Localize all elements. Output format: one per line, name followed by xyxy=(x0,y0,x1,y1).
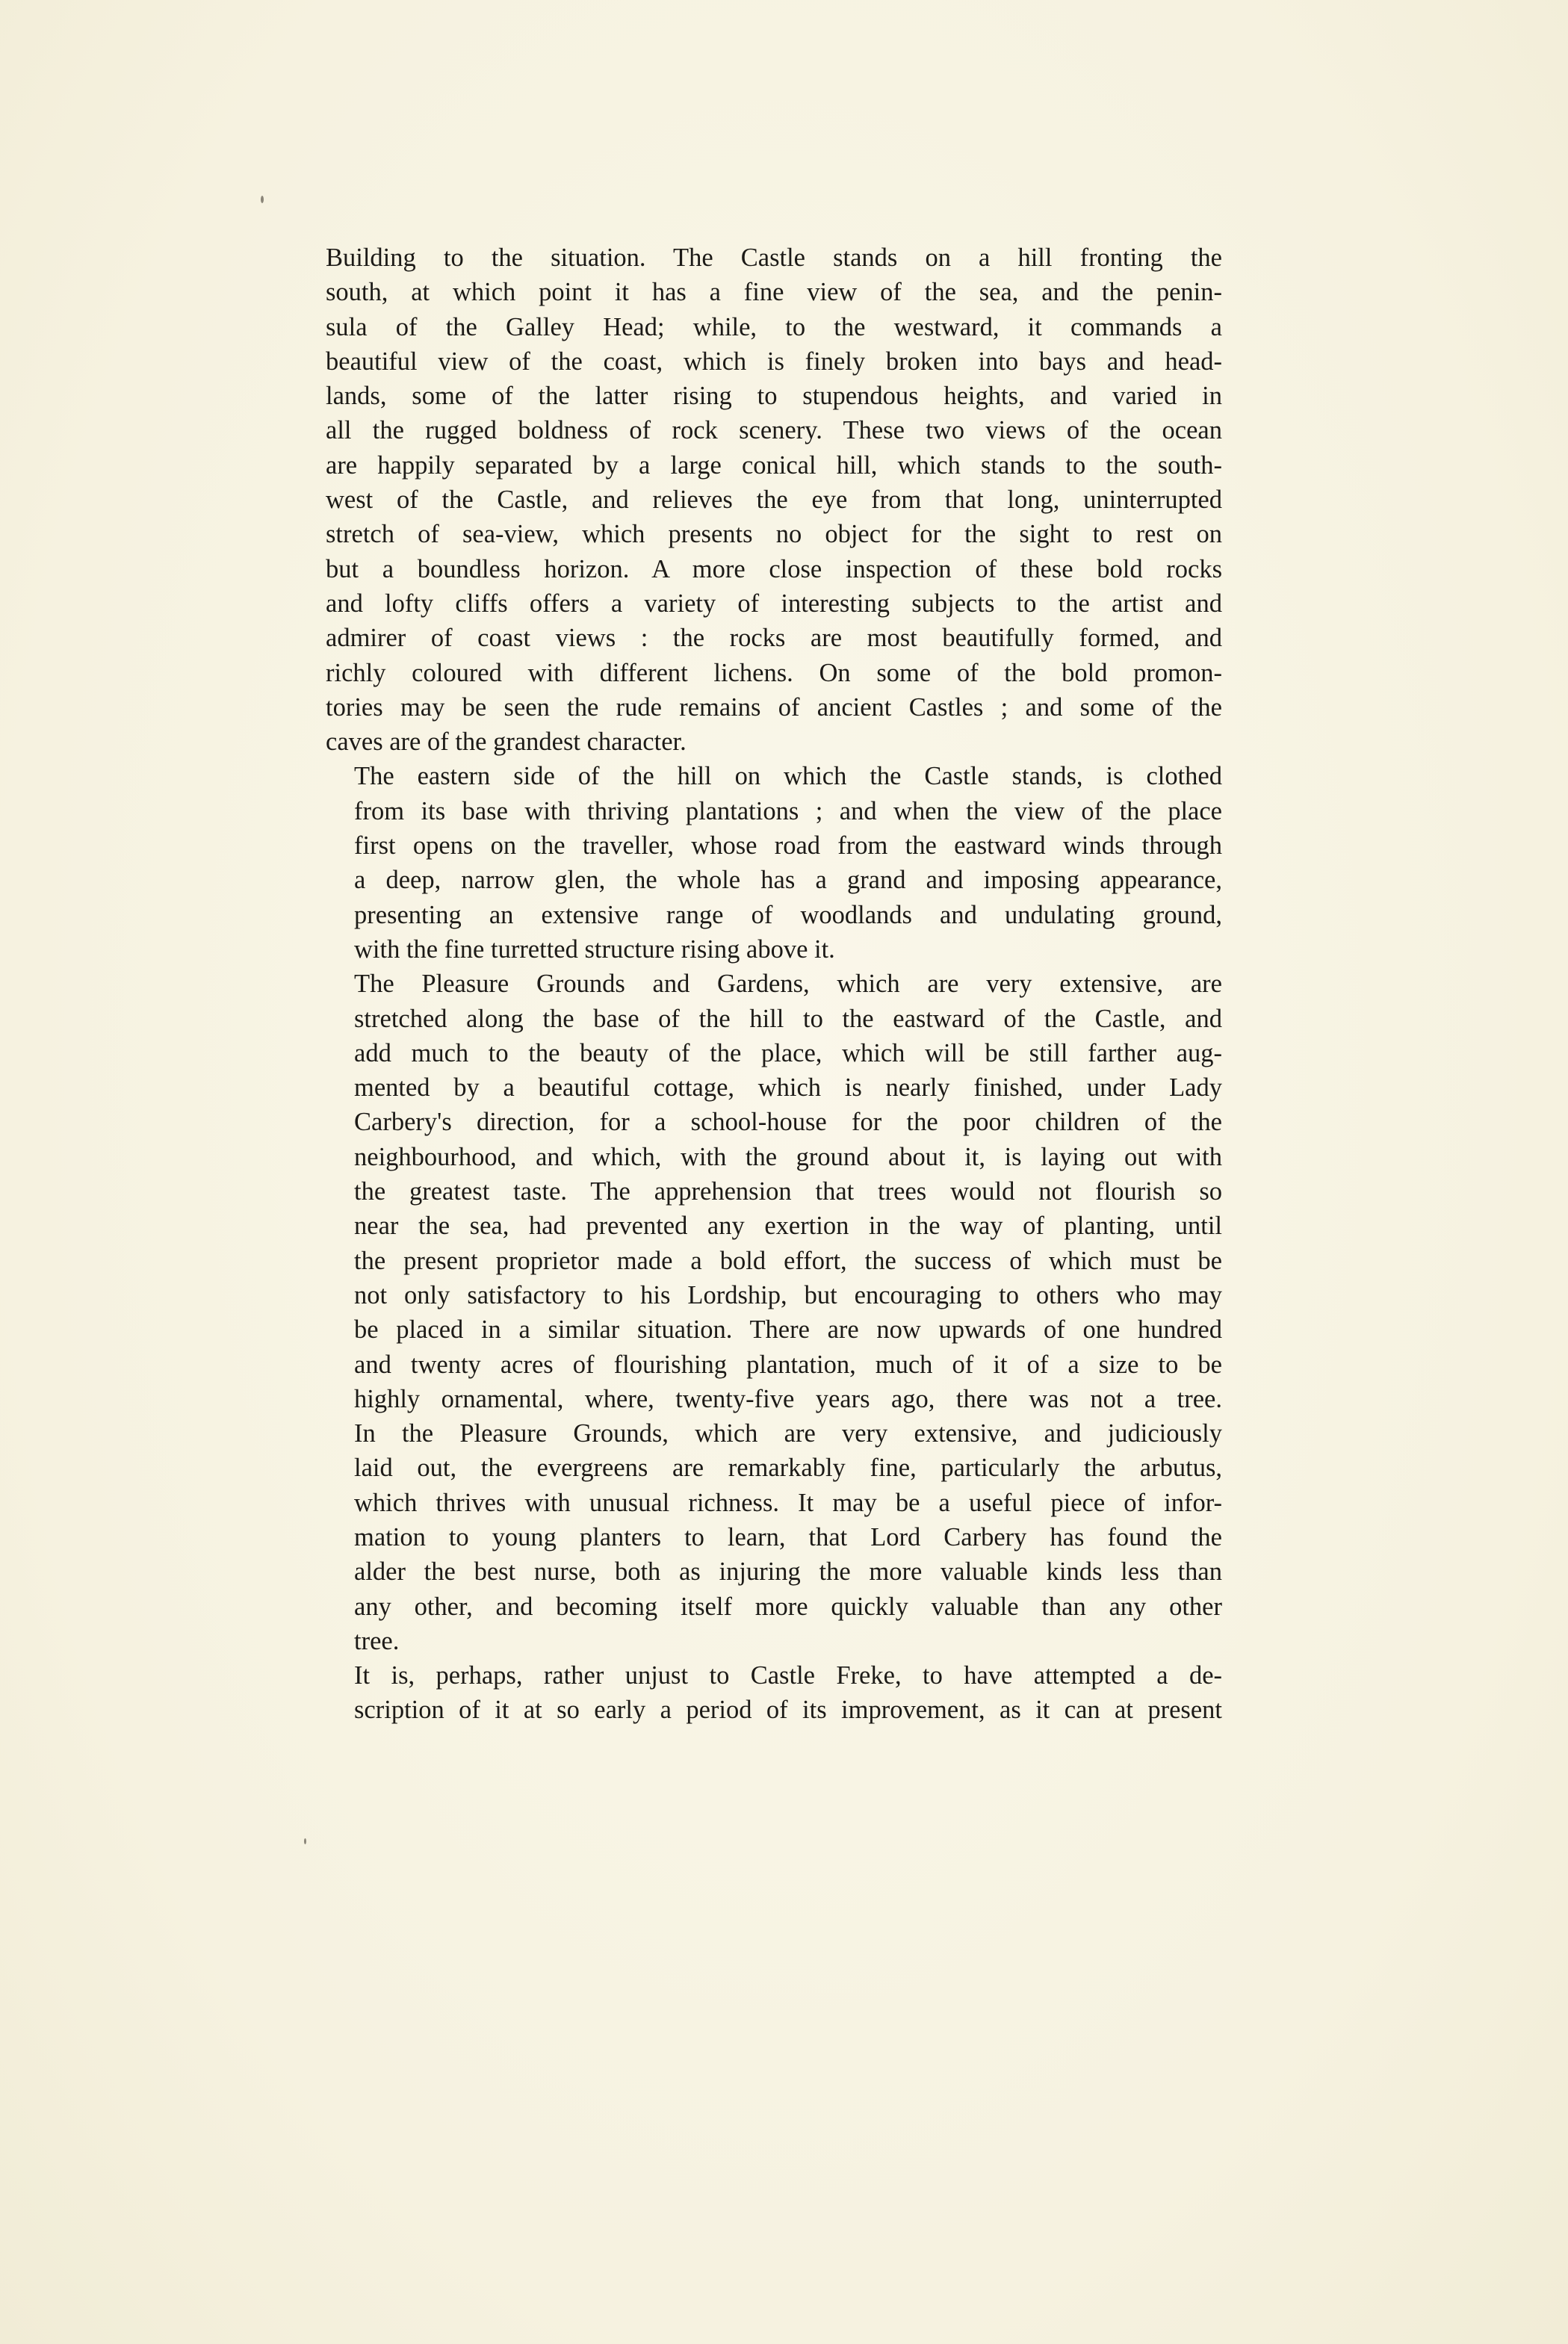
text-line: and lofty cliffs offers a variety of interesting subjects to the artist and xyxy=(326,589,1222,618)
text-line: stretch of sea-view, which presents no object for the sight to rest on xyxy=(326,520,1222,549)
paper-speck xyxy=(304,1838,306,1844)
text-line: tree. xyxy=(354,1626,400,1655)
text-line: The Pleasure Grounds and Gardens, which are very extensive, are xyxy=(354,970,1222,999)
text-line: add much to the beauty of the place, which will be still farther aug- xyxy=(354,1038,1222,1067)
text-line: Carbery's direction, for a school-house for the poor children of the xyxy=(354,1108,1222,1137)
text-line: the present proprietor made a bold effort, the success of which must be xyxy=(354,1246,1222,1275)
paragraph xyxy=(326,759,1222,967)
text-line: richly coloured with different lichens. On some of the bold promon- xyxy=(326,658,1222,687)
paragraph xyxy=(326,1658,1222,1728)
text-line: lands, some of the latter rising to stupendous heights, and varied in xyxy=(326,382,1222,411)
paragraph xyxy=(326,241,1222,759)
text-line: scription of it at so early a period of its improvement, as it can at present xyxy=(354,1696,1222,1725)
text-line: caves are of the grandest character. xyxy=(326,728,687,757)
text-line: from its base with thriving plantations ; and when the view of the place xyxy=(354,796,1222,825)
text-line: a deep, narrow glen, the whole has a grand and imposing appearance, xyxy=(354,866,1222,895)
text-line: sula of the Galley Head; while, to the westward, it commands a xyxy=(326,312,1222,341)
text-line: laid out, the evergreens are remarkably fine, particularly the arbutus, xyxy=(354,1454,1222,1483)
paragraph xyxy=(326,967,1222,1658)
text-line: west of the Castle, and relieves the eye from that long, uninterrupted xyxy=(326,486,1222,515)
text-line: In the Pleasure Grounds, which are very extensive, and judiciously xyxy=(354,1419,1222,1448)
text-line: all the rugged boldness of rock scenery. These two views of the ocean xyxy=(326,416,1222,445)
text-line: beautiful view of the coast, which is finely broken into bays and head- xyxy=(326,347,1222,376)
text-line: mented by a beautiful cottage, which is nearly finished, under Lady xyxy=(354,1073,1222,1103)
text-line: but a boundless horizon. A more close inspection of these bold rocks xyxy=(326,554,1222,583)
text-line: Building to the situation. The Castle stands on a hill fronting the xyxy=(326,244,1222,272)
text-line: highly ornamental, where, twenty-five years ago, there was not a tree. xyxy=(354,1384,1222,1413)
text-line: The eastern side of the hill on which the Castle stands, is clothed xyxy=(354,762,1222,791)
text-line: presenting an extensive range of woodlands and undulating ground, xyxy=(354,900,1222,929)
text-line: with the fine turretted structure rising above it. xyxy=(354,934,835,964)
text-line: tories may be seen the rude remains of ancient Castles ; and some of the xyxy=(326,692,1222,722)
text-line: first opens on the traveller, whose road from the eastward winds through xyxy=(354,831,1222,861)
text-line: near the sea, had prevented any exertion in the way of planting, until xyxy=(354,1212,1222,1241)
text-line: stretched along the base of the hill to the eastward of the Castle, and xyxy=(354,1004,1222,1033)
text-line: south, at which point it has a fine view of the sea, and the penin- xyxy=(326,278,1222,307)
body-text xyxy=(326,241,1222,1728)
text-line: It is, perhaps, rather unjust to Castle Freke, to have attempted a de- xyxy=(354,1661,1222,1690)
text-line: which thrives with unusual richness. It may be a useful piece of infor- xyxy=(354,1488,1222,1517)
text-line: alder the best nurse, both as injuring the more valuable kinds less than xyxy=(354,1557,1222,1587)
text-line: not only satisfactory to his Lordship, but encouraging to others who may xyxy=(354,1280,1222,1309)
text-line: be placed in a similar situation. There are now upwards of one hundred xyxy=(354,1315,1222,1345)
text-line: mation to young planters to learn, that Lord Carbery has found the xyxy=(354,1522,1222,1551)
paper-speck xyxy=(261,196,264,203)
text-line: the greatest taste. The apprehension that trees would not flourish so xyxy=(354,1177,1222,1206)
text-line: any other, and becoming itself more quickly valuable than any other xyxy=(354,1592,1222,1621)
text-line: neighbourhood, and which, with the ground about it, is laying out with xyxy=(354,1142,1222,1171)
text-line: admirer of coast views : the rocks are most beautifully formed, and xyxy=(326,624,1222,653)
text-line: are happily separated by a large conical hill, which stands to the south- xyxy=(326,450,1222,480)
text-line: and twenty acres of flourishing plantation, much of it of a size to be xyxy=(354,1350,1222,1379)
